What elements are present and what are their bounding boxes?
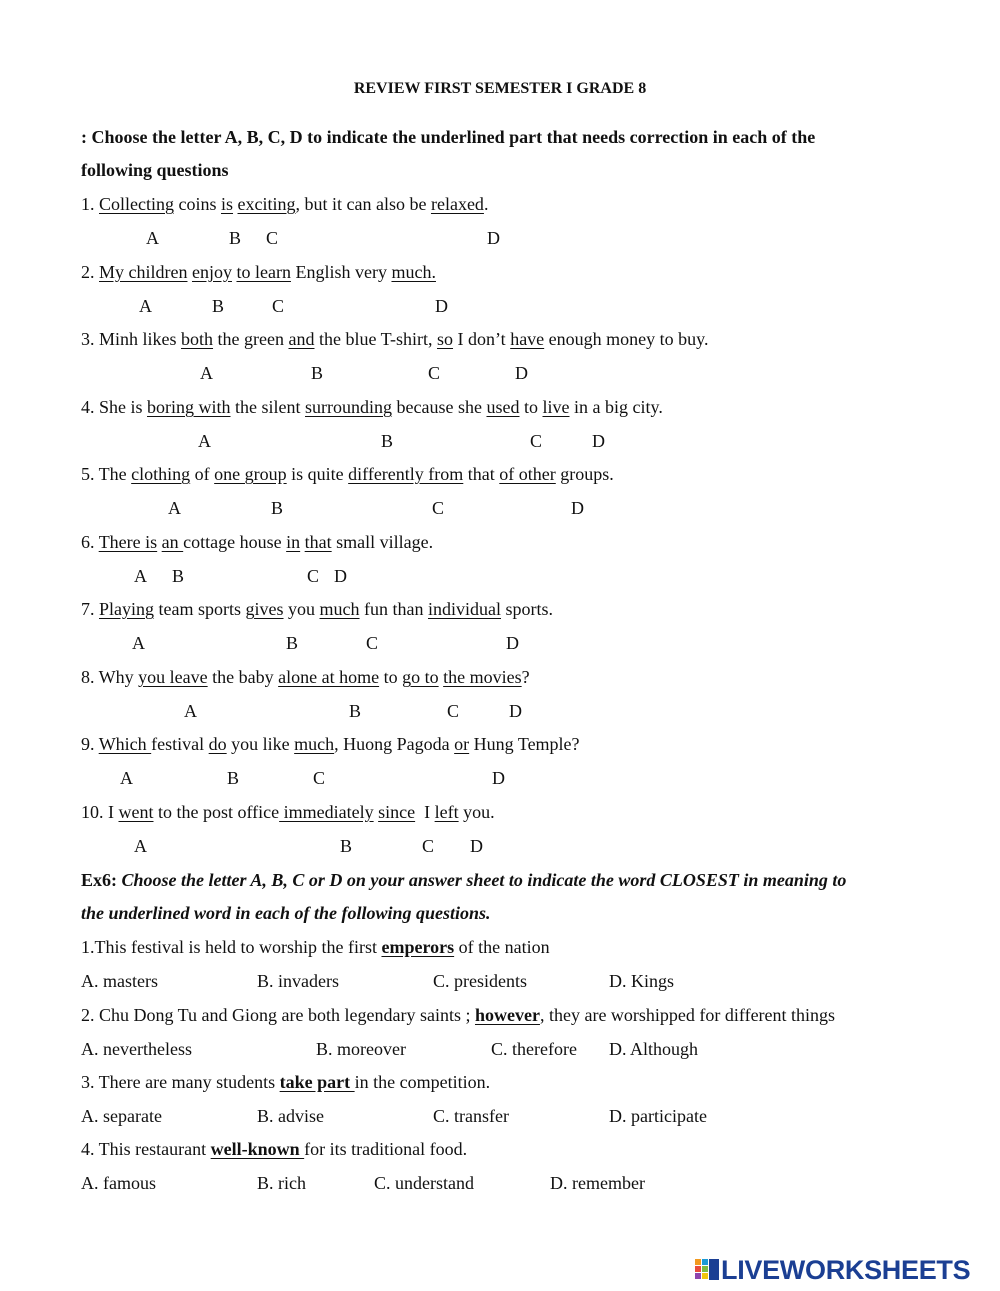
underlined-part: gives [245, 599, 284, 619]
answer-letter: A [134, 566, 147, 586]
answer-letter: A [200, 363, 213, 383]
answer-letter: A [134, 836, 147, 856]
underlined-part: both [181, 329, 214, 349]
question-text: I don’t [453, 329, 511, 349]
question-text: the silent [230, 397, 306, 417]
question-text: you. [458, 802, 495, 822]
answer-letter: A [198, 431, 211, 451]
underlined-part: went [118, 802, 154, 822]
question-3 [81, 329, 708, 349]
underlined-part: since [378, 802, 416, 822]
question-text: the green [213, 329, 289, 349]
question-text: 2. [81, 262, 99, 282]
underlined-part: in [286, 532, 301, 552]
question-text: to [379, 667, 403, 687]
question-text: the baby [207, 667, 279, 687]
question-text: English very [290, 262, 392, 282]
answer-option[interactable]: B. moreover [316, 1039, 406, 1059]
section2-instruction [81, 870, 846, 890]
answer-option[interactable]: C. presidents [433, 971, 527, 991]
question-text: is quite [286, 464, 349, 484]
answer-letter: D [592, 431, 605, 451]
underlined-part: or [454, 734, 470, 754]
question-text: small village. [331, 532, 434, 552]
question-text: in the competition. [354, 1072, 491, 1092]
answer-letter: B [381, 431, 394, 451]
answer-letter: B [349, 701, 362, 721]
question-text: 6. [81, 532, 99, 552]
question-text: Hung Temple? [469, 734, 580, 754]
question-text: 2. Chu Dong Tu and Giong are both legendary saints ; [81, 1005, 475, 1025]
underlined-part: well-known [210, 1139, 305, 1159]
underlined-part: however [474, 1005, 540, 1025]
underlined-part: used [486, 397, 520, 417]
question-text: to the post office [153, 802, 280, 822]
answer-letter: C [428, 363, 441, 383]
answer-option[interactable]: C. transfer [433, 1106, 509, 1126]
answer-letter: C [366, 633, 379, 653]
question-text: ? [521, 667, 530, 687]
question-text: 3. Minh likes [81, 329, 182, 349]
section2-instruction-text: Choose the letter A, B, C or D on your answer sheet to indicate the word CLOSEST in meaning to [117, 870, 847, 890]
underlined-part: alone at home [278, 667, 380, 687]
question-4 [81, 397, 663, 417]
answer-letter: A [146, 228, 159, 248]
question-5 [81, 464, 614, 484]
underlined-part: live [542, 397, 570, 417]
vocab-question-1 [81, 937, 550, 957]
answer-letter: B [271, 498, 284, 518]
underlined-part: boring with [147, 397, 231, 417]
section1-instruction-cont: following questions [81, 160, 229, 180]
question-6 [81, 532, 433, 552]
question-text: 8. Why [81, 667, 139, 687]
underlined-part: There is [98, 532, 158, 552]
vocab-question-3 [81, 1072, 490, 1092]
answer-letter: D [509, 701, 522, 721]
answer-letter: C [422, 836, 435, 856]
answer-option[interactable]: A. masters [81, 971, 158, 991]
underlined-part: exciting [237, 194, 296, 214]
answer-option[interactable]: D. Kings [609, 971, 675, 991]
underlined-part: Playing [99, 599, 155, 619]
question-1 [81, 194, 488, 214]
answer-letter: B [227, 768, 240, 788]
answer-option[interactable]: D. remember [550, 1173, 645, 1193]
underlined-part: and [288, 329, 315, 349]
question-text: I [415, 802, 435, 822]
question-10 [81, 802, 495, 822]
answer-letter: C [272, 296, 285, 316]
answer-letter: B [311, 363, 324, 383]
underlined-part: much [319, 599, 360, 619]
question-text: , Huong Pagoda [334, 734, 455, 754]
question-8 [81, 667, 530, 687]
question-text: 7. [81, 599, 99, 619]
underlined-part: left [434, 802, 459, 822]
answer-letter: C [432, 498, 445, 518]
answer-letter: A [132, 633, 145, 653]
answer-letter: C [307, 566, 320, 586]
underlined-part: Collecting [99, 194, 174, 214]
question-9 [81, 734, 580, 754]
question-2 [81, 262, 436, 282]
underlined-part: individual [428, 599, 501, 619]
question-text: groups. [555, 464, 614, 484]
question-text: fun than [359, 599, 428, 619]
logo-text: LIVEWORKSHEETS [721, 1255, 971, 1285]
answer-option[interactable]: A. nevertheless [81, 1039, 192, 1059]
question-text: for its traditional food. [304, 1139, 468, 1159]
answer-letter: D [487, 228, 500, 248]
question-text: in a big city. [569, 397, 663, 417]
answer-option[interactable]: D. Although [609, 1039, 699, 1059]
question-text: coins [174, 194, 221, 214]
underlined-part: immediately [279, 802, 374, 822]
underlined-part: do [208, 734, 227, 754]
answer-letter: B [229, 228, 242, 248]
question-text: that [463, 464, 500, 484]
answer-option[interactable]: C. understand [374, 1173, 474, 1193]
question-text: of the nation [454, 937, 550, 957]
underlined-part: clothing [131, 464, 191, 484]
underlined-part: My children [99, 262, 188, 282]
underlined-part: that [304, 532, 332, 552]
section2-instruction-cont: the underlined word in each of the following questions. [81, 903, 491, 923]
underlined-part: emperors [381, 937, 455, 957]
answer-letter: C [447, 701, 460, 721]
vocab-question-4 [81, 1139, 467, 1159]
question-text: cottage house [183, 532, 287, 552]
answer-letter: C [266, 228, 279, 248]
underlined-part: you leave [138, 667, 208, 687]
answer-letter: B [212, 296, 225, 316]
underlined-part: differently from [348, 464, 464, 484]
question-text: 10. I [81, 802, 119, 822]
underlined-part: go to [402, 667, 439, 687]
underlined-part: Which [98, 734, 152, 754]
answer-letter: D [470, 836, 483, 856]
underlined-part: to learn [236, 262, 291, 282]
answer-option[interactable]: C. therefore [491, 1039, 577, 1059]
answer-option[interactable]: A. famous [81, 1173, 156, 1193]
answer-letter: A [120, 768, 133, 788]
answer-letter: D [506, 633, 519, 653]
answer-letter: A [168, 498, 181, 518]
question-text: . [483, 194, 489, 214]
underlined-part: the movies [443, 667, 522, 687]
question-text: you like [226, 734, 295, 754]
answer-letter: B [340, 836, 353, 856]
answer-letter: B [172, 566, 185, 586]
question-text: 4. She is [81, 397, 148, 417]
question-text: 1.This festival is held to worship the first [81, 937, 382, 957]
answer-letter: C [530, 431, 543, 451]
answer-option[interactable]: B. advise [257, 1106, 324, 1126]
underlined-part: enjoy [191, 262, 232, 282]
question-7 [81, 599, 553, 619]
answer-letter: C [313, 768, 326, 788]
question-text: to [519, 397, 543, 417]
underlined-part: is [221, 194, 234, 214]
question-text: of [190, 464, 215, 484]
question-text: enough money to buy. [544, 329, 709, 349]
question-text: 1. [81, 194, 99, 214]
question-text: festival [151, 734, 209, 754]
question-text: , they are worshipped for different things [539, 1005, 836, 1025]
question-text: 9. [81, 734, 99, 754]
underlined-part: relaxed [430, 194, 484, 214]
underlined-part: much. [391, 262, 436, 282]
question-text: sports. [501, 599, 554, 619]
answer-option[interactable]: B. rich [257, 1173, 306, 1193]
underlined-part: so [437, 329, 454, 349]
section1-instruction: : Choose the letter A, B, C, D to indicate the underlined part that needs correction in each of the [81, 127, 816, 147]
underlined-part: have [510, 329, 545, 349]
question-text: 4. This restaurant [81, 1139, 211, 1159]
answer-option[interactable]: B. invaders [257, 971, 339, 991]
underlined-part: one group [214, 464, 287, 484]
question-text: , but it can also be [295, 194, 431, 214]
underlined-part: of other [499, 464, 556, 484]
underlined-part: surrounding [305, 397, 393, 417]
underlined-part: an [161, 532, 184, 552]
question-text: you [283, 599, 320, 619]
question-text: 5. The [81, 464, 132, 484]
underlined-part: take part [279, 1072, 355, 1092]
answer-letter: A [184, 701, 197, 721]
answer-letter: D [515, 363, 528, 383]
liveworksheets-logo-icon [695, 1259, 721, 1283]
answer-letter: B [286, 633, 299, 653]
liveworksheets-logo [695, 1256, 995, 1286]
answer-letter: D [435, 296, 448, 316]
answer-letter: D [492, 768, 505, 788]
question-text: the blue T-shirt, [314, 329, 437, 349]
question-text: because she [392, 397, 487, 417]
answer-letter: A [139, 296, 152, 316]
answer-option[interactable]: D. participate [609, 1106, 707, 1126]
section2-label: Ex6: [81, 870, 117, 890]
vocab-question-2 [81, 1005, 835, 1025]
page-title: REVIEW FIRST SEMESTER I GRADE 8 [353, 80, 647, 97]
question-text: 3. There are many students [81, 1072, 280, 1092]
answer-option[interactable]: A. separate [81, 1106, 162, 1126]
underlined-part: much [294, 734, 335, 754]
answer-letter: D [571, 498, 584, 518]
question-text: team sports [154, 599, 246, 619]
answer-letter: D [334, 566, 347, 586]
